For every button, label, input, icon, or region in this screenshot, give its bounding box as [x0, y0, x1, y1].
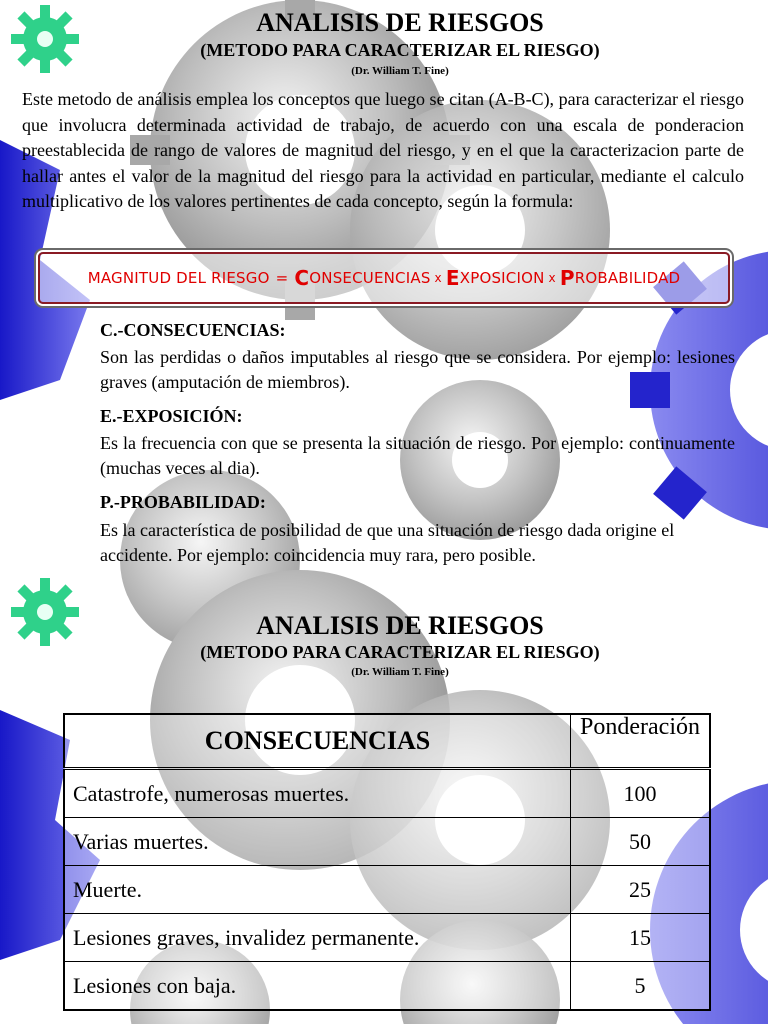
concept-text-probabilidad: Es la característica de posibilidad de que una situación de riesgo dada origine el accidente. Por ejemplo: coincidencia muy rara, pero posible. — [100, 520, 675, 565]
page-subtitle-2: (METODO PARA CARACTERIZAR EL RIESGO) — [200, 642, 600, 662]
table-row — [64, 769, 710, 818]
row-label: Lesiones graves, invalidez permanente. — [64, 914, 571, 962]
concept-heading-consecuencias: C.-CONSECUENCIAS: — [100, 320, 286, 340]
header-consecuencias: CONSECUENCIAS — [64, 714, 571, 769]
author-credit-2: (Dr. William T. Fine) — [351, 666, 449, 678]
row-value: 25 — [571, 866, 711, 914]
row-label: Catastrofe, numerosas muertes. — [64, 769, 571, 818]
slide-2 — [0, 575, 768, 1024]
green-gear-icon — [8, 577, 82, 647]
table-row — [64, 818, 710, 866]
header-ponderacion-text: Ponderación — [580, 715, 700, 740]
formula-c-rest: ONSECUENCIAS — [309, 269, 431, 287]
concept-heading-probabilidad: P.-PROBABILIDAD: — [100, 492, 266, 512]
concept-text-consecuencias: Son las perdidas o daños imputables al riesgo que se considera. Por ejemplo: lesiones graves (amputación de miembros). — [100, 347, 735, 392]
row-label: Lesiones con baja. — [64, 962, 571, 1011]
formula-box — [38, 252, 730, 304]
table-header-row — [64, 714, 710, 769]
author-credit: (Dr. William T. Fine) — [351, 65, 449, 77]
row-label: Muerte. — [64, 866, 571, 914]
row-value: 100 — [571, 769, 711, 818]
formula-p-rest: ROBABILIDAD — [574, 269, 681, 287]
page-subtitle: (METODO PARA CARACTERIZAR EL RIESGO) — [200, 40, 600, 60]
formula-times-1: x — [434, 271, 442, 285]
formula-lhs: MAGNITUD DEL RIESGO — [87, 269, 270, 287]
concept-heading-exposicion: E.-EXPOSICIÓN: — [100, 406, 243, 426]
formula-times-2: x — [548, 271, 556, 285]
concept-text-exposicion: Es la frecuencia con que se presenta la situación de riesgo. Por ejemplo: continuamente (muchas veces al dia). — [100, 433, 735, 478]
consequences-table — [63, 713, 711, 1011]
green-gear-icon — [8, 4, 82, 74]
page-title: ANALISIS DE RIESGOS — [256, 8, 544, 37]
formula-c-initial: C — [294, 266, 310, 290]
table-row — [64, 962, 710, 1011]
row-value: 50 — [571, 818, 711, 866]
formula-e-rest: XPOSICION — [459, 269, 545, 287]
formula-equals: = — [275, 269, 289, 287]
row-value: 5 — [571, 962, 711, 1011]
formula-p-initial: P — [559, 266, 575, 290]
header-ponderacion — [571, 714, 711, 769]
intro-paragraph: Este metodo de análisis emplea los conceptos que luego se citan (A-B-C), para caracterizar el riesgo que involucra determinada actividad de trabajo, de acuerdo con una escala de ponderacion preestablecida de rango de valores de magnitud del riesgo, y en el que la caracterizacion parte de hallar antes el valor de la magnitud del riesgo para la actividad en particular, mediante el calculo multiplicativo de los valores pertinentes de cada concepto, según la formula: — [22, 89, 744, 212]
table-row — [64, 866, 710, 914]
formula-e-initial: E — [445, 266, 460, 290]
table-row — [64, 914, 710, 962]
row-label: Varias muertes. — [64, 818, 571, 866]
page-title-2: ANALISIS DE RIESGOS — [256, 611, 544, 640]
row-value: 15 — [571, 914, 711, 962]
